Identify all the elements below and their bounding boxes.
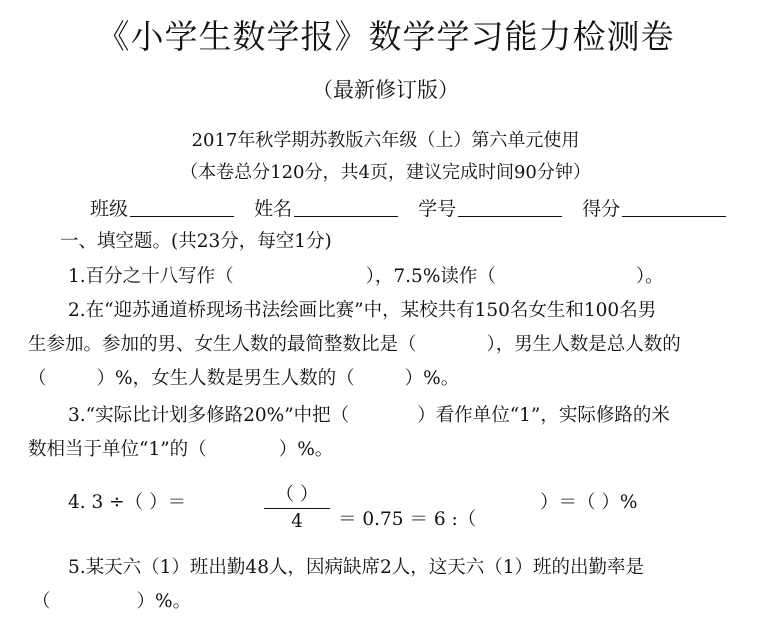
page-subtitle: （最新修订版）: [312, 78, 459, 102]
q2-text-b: ），男生人数是总人数的: [486, 334, 681, 355]
q1-text-b: ），7.5%读作（: [365, 266, 496, 287]
q2-text-e: ）%。: [404, 368, 460, 389]
class-blank[interactable]: [130, 194, 234, 217]
exam-info: （本卷总分120分，共4页，建议完成时间90分钟）: [180, 162, 591, 183]
q2-text-a: 生参加。参加的男、女生人数的最简整数比是（: [28, 334, 417, 355]
name-label: 姓名: [254, 198, 293, 220]
q4-fraction: [262, 482, 332, 535]
q3-text-d: ）%。: [278, 439, 334, 460]
q2-text-d: ）%，女生人数是男生人数的（: [96, 368, 355, 389]
q3-text-b: ）看作单位“1”，实际修路的米: [417, 405, 670, 426]
class-label: 班级: [90, 198, 129, 220]
question-3-line-2: [28, 435, 333, 465]
student-info-fields: [90, 194, 740, 224]
question-2-line-1: 2.在“迎苏通道桥现场书法绘画比赛”中，某校共有150名女生和100名男: [68, 300, 657, 321]
score-blank[interactable]: [622, 194, 726, 217]
page-title: 《小学生数学报》数学学习能力检测卷: [96, 17, 675, 56]
q1-text-c: ）。: [635, 266, 664, 287]
student-number-label: 学号: [418, 198, 457, 220]
q2-text-c: （: [28, 368, 47, 389]
name-blank[interactable]: [294, 194, 398, 217]
question-3-line-1: [68, 401, 670, 431]
q5-text-a: （: [32, 591, 51, 612]
edition-info: 2017年秋学期苏教版六年级（上）第六单元使用: [191, 130, 580, 151]
question-1: [68, 262, 664, 292]
q4-denominator: 4: [291, 511, 303, 532]
section-heading: 一、填空题。(共23分，每空1分): [60, 231, 332, 252]
q4-text-b: ＝ 0.75 ＝ 6 :（: [338, 509, 477, 530]
q5-text-b: ）%。: [136, 591, 192, 612]
question-2-line-2: [28, 330, 681, 360]
q4-numerator[interactable]: （ ）: [275, 484, 319, 505]
q3-text-c: 数相当于单位“1”的（: [28, 439, 207, 460]
q4-text-a: 4. 3 ÷（ ）＝: [68, 492, 187, 513]
question-5-line-1: 5.某天六（1）班出勤48人，因病缺席2人，这天六（1）班的出勤率是: [68, 557, 645, 578]
score-label: 得分: [582, 198, 621, 220]
student-number-blank[interactable]: [458, 194, 562, 217]
q1-text-a: 1.百分之十八写作（: [68, 266, 234, 287]
q3-text-a: 3.“实际比计划多修路20%”中把（: [68, 405, 350, 426]
question-5-line-2: [32, 587, 191, 617]
q4-text-c: ）＝（ ）%: [540, 492, 638, 513]
question-2-line-3: [28, 364, 459, 394]
